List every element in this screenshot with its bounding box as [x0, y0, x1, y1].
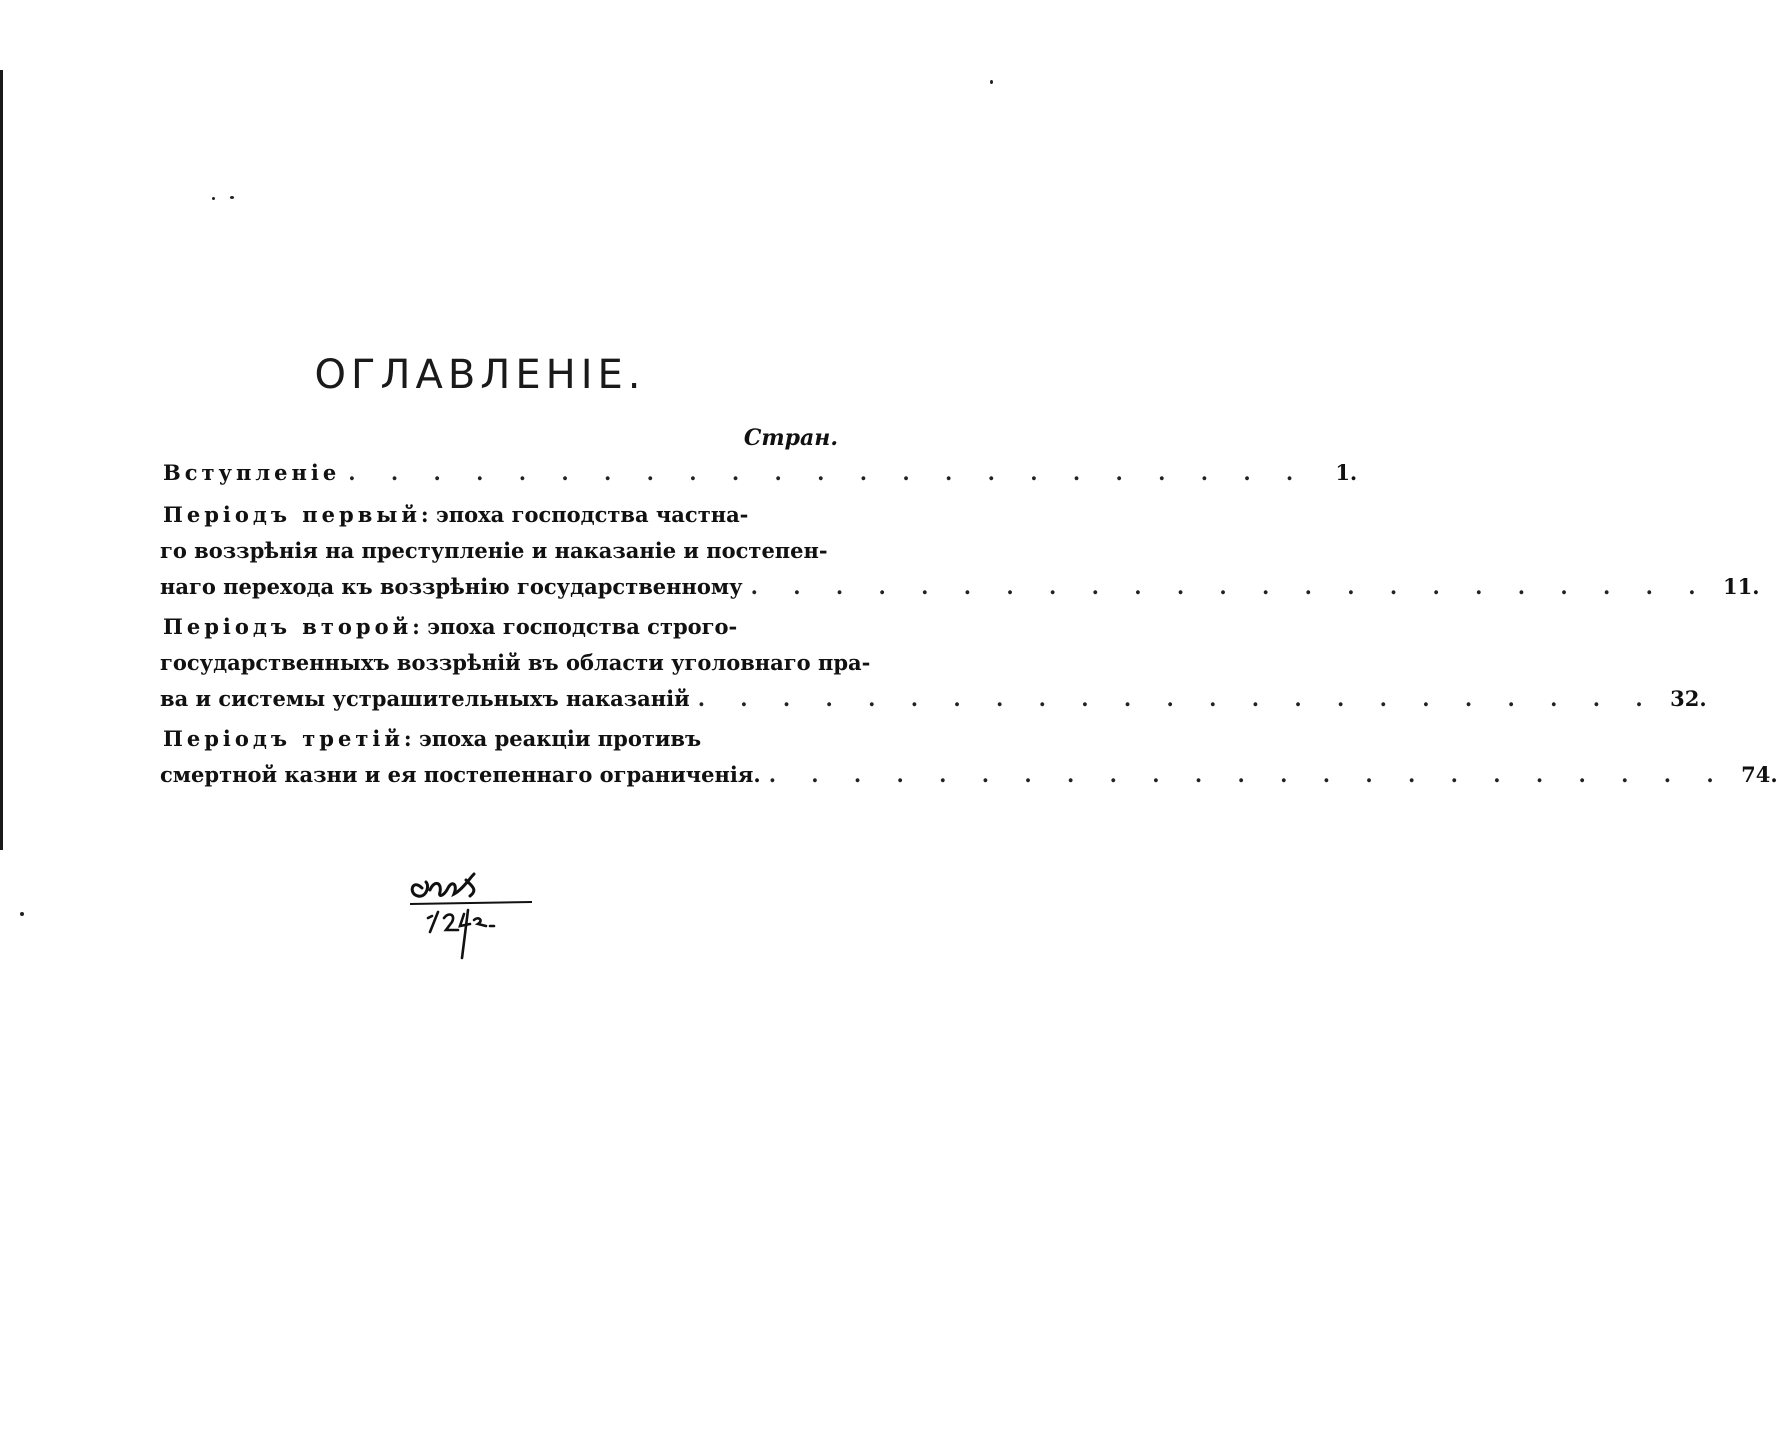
leader-dots: . . . . . . . . . . . . . . . . . . . . . . .	[750, 574, 1710, 599]
ink-speck	[212, 197, 215, 200]
page-column-label: Стран.	[743, 425, 838, 451]
leader-dots: . . . . . . . . . . . . . . . . . . . . . . .	[348, 460, 1308, 485]
toc-page-number: 32.	[1670, 686, 1707, 711]
toc-entry-text: : эпоха господства частна-	[420, 502, 749, 527]
toc-entry-text: государственныхъ воззрѣній въ области уголовнаго пра-	[160, 650, 871, 675]
toc-entry-text: наго перехода къ воззрѣнію государственному	[160, 574, 743, 599]
ink-speck	[990, 80, 993, 84]
page-title: ОГЛАВЛЕНІЕ.	[314, 352, 646, 398]
leader-dots: . . . . . . . . . . . . . . . . . . . . . . .	[768, 762, 1728, 787]
toc-entry-text: : эпоха господства строго-	[412, 614, 738, 639]
toc-page-number: 74.	[1741, 762, 1778, 787]
toc-entry-text: ва и системы устрашительныхъ наказаній	[160, 686, 690, 711]
toc-entry-period-three[interactable]	[160, 721, 1778, 793]
toc-entry-text: : эпоха реакціи противъ	[403, 726, 702, 751]
ink-speck	[20, 912, 24, 916]
toc-entry-title: Вступленіе	[163, 460, 341, 485]
toc-page-number: 1.	[1335, 460, 1358, 485]
toc-entry-text: смертной казни и ея постепеннаго ограниченія.	[160, 762, 761, 787]
handwritten-library-mark	[400, 860, 550, 970]
toc-entry-introduction[interactable]	[163, 455, 1358, 491]
ink-speck	[230, 196, 234, 199]
scan-edge-line	[0, 70, 3, 850]
toc-entry-title: Періодъ третій	[163, 726, 404, 751]
toc-entry-text: го воззрѣнія на преступленіе и наказаніе и постепен-	[160, 538, 828, 563]
toc-entry-period-one[interactable]	[160, 497, 1760, 605]
toc-entry-title: Періодъ второй	[163, 614, 413, 639]
toc-entry-title: Періодъ первый	[163, 502, 421, 527]
toc-page-number: 11.	[1723, 574, 1760, 599]
toc-entry-period-two[interactable]	[160, 609, 1707, 717]
leader-dots: . . . . . . . . . . . . . . . . . . . . . . .	[697, 686, 1657, 711]
